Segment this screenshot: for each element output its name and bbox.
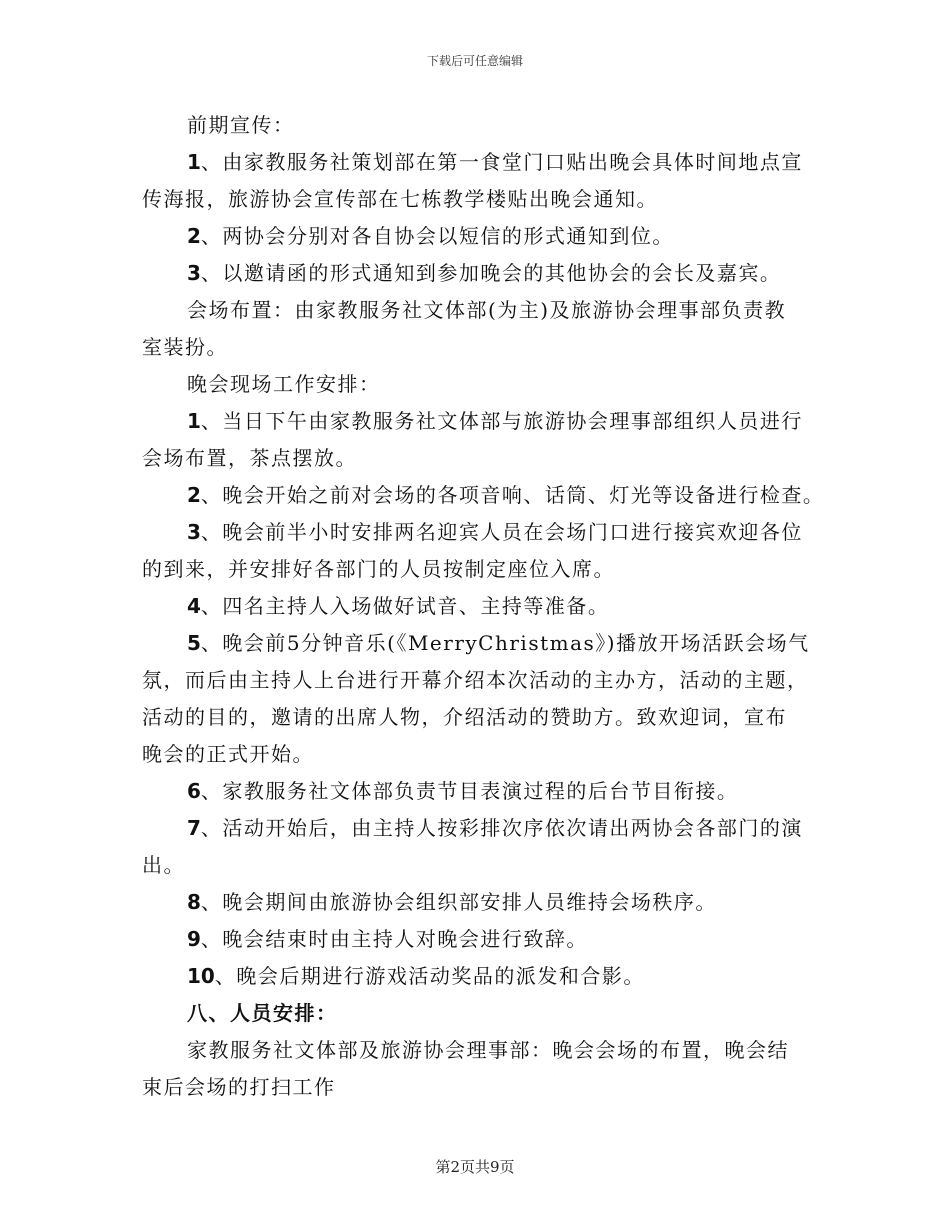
onsite-item-4: 4、四名主持人入场做好试音、主持等准备。 bbox=[187, 594, 610, 618]
onsite-item-7-cont: 出。 bbox=[142, 853, 185, 877]
publicity-item-2: 2、两协会分别对各自协会以短信的形式通知到位。 bbox=[187, 224, 674, 248]
venue-setup-line: 会场布置：由家教服务社文体部(为主)及旅游协会理事部负责教 bbox=[187, 298, 787, 322]
publicity-item-3: 3、以邀请函的形式通知到参加晚会的其他协会的会长及嘉宾。 bbox=[187, 261, 782, 285]
staffing-line: 家教服务社文体部及旅游协会理事部：晚会会场的布置，晚会结 bbox=[187, 1038, 789, 1062]
page-header-note: 下载后可任意编辑 bbox=[426, 54, 523, 68]
onsite-item-1-cont: 会场布置，茶点摆放。 bbox=[142, 446, 357, 470]
onsite-item-1: 1、当日下午由家教服务社文体部与旅游协会理事部组织人员进行 bbox=[187, 409, 803, 433]
section-label-onsite: 晚会现场工作安排： bbox=[187, 372, 381, 396]
publicity-item-1: 1、由家教服务社策划部在第一食堂门口贴出晚会具体时间地点宣 bbox=[187, 150, 803, 174]
onsite-item-7: 7、活动开始后，由主持人按彩排次序依次请出两协会各部门的演 bbox=[187, 816, 803, 840]
page-number: 第2页共9页 bbox=[435, 1158, 515, 1176]
onsite-item-2: 2、晚会开始之前对会场的各项音响、话筒、灯光等设备进行检查。 bbox=[187, 483, 825, 507]
onsite-item-5-cont-1: 氛，而后由主持人上台进行开幕介绍本次活动的主办方，活动的主题， bbox=[142, 668, 809, 692]
section-heading-staffing: 八、人员安排： bbox=[187, 1001, 338, 1025]
onsite-item-3-cont: 的到来，并安排好各部门的人员按制定座位入席。 bbox=[142, 557, 615, 581]
onsite-item-5: 5、晚会前5分钟音乐(《MerryChristmas》)播放开场活跃会场气 bbox=[187, 631, 810, 655]
staffing-line-cont: 束后会场的打扫工作 bbox=[142, 1075, 336, 1099]
section-label-publicity: 前期宣传： bbox=[187, 113, 295, 137]
venue-setup-line-cont: 室装扮。 bbox=[142, 335, 228, 359]
onsite-item-10: 10、晚会后期进行游戏活动奖品的派发和合影。 bbox=[187, 964, 645, 988]
onsite-item-8: 8、晚会期间由旅游协会组织部安排人员维持会场秩序。 bbox=[187, 890, 717, 914]
onsite-item-5-cont-2: 活动的目的，邀请的出席人物，介绍活动的赞助方。致欢迎词，宣布 bbox=[142, 705, 787, 729]
onsite-item-5-cont-3: 晚会的正式开始。 bbox=[142, 742, 314, 766]
onsite-item-9: 9、晚会结束时由主持人对晚会进行致辞。 bbox=[187, 927, 588, 951]
onsite-item-6: 6、家教服务社文体部负责节目表演过程的后台节目衔接。 bbox=[187, 779, 739, 803]
onsite-item-3: 3、晚会前半小时安排两名迎宾人员在会场门口进行接宾欢迎各位 bbox=[187, 520, 803, 544]
publicity-item-1-cont: 传海报，旅游协会宣传部在七栋教学楼贴出晚会通知。 bbox=[142, 187, 658, 211]
